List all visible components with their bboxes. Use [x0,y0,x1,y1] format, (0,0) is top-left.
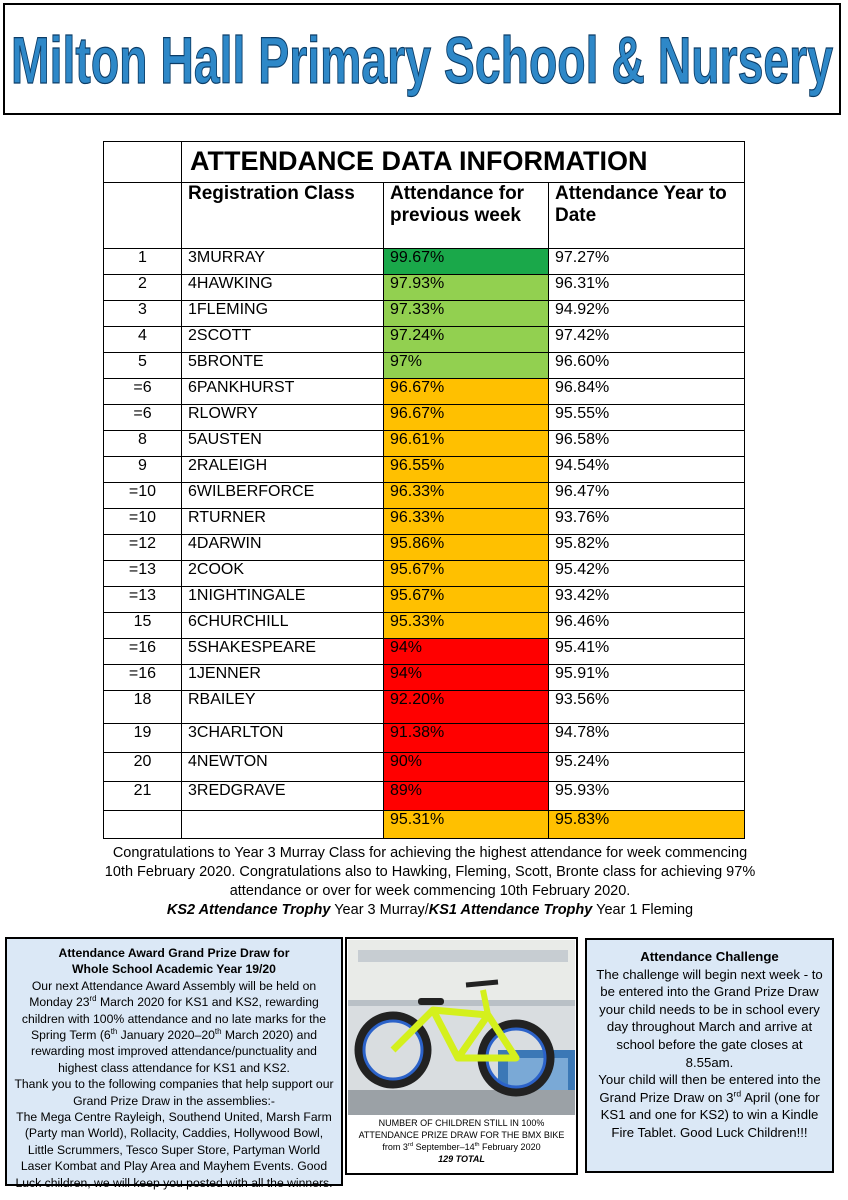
ks2-trophy-value: Year 3 Murray/ [330,902,429,918]
prev-week-cell: 97.93% [384,275,549,301]
ytd-cell: 95.91% [549,665,745,691]
class-name-cell: 5AUSTEN [182,431,384,457]
ytd-cell: 95.93% [549,782,745,811]
class-name-cell: 2RALEIGH [182,457,384,483]
class-name-cell: 6WILBERFORCE [182,483,384,509]
table-row [104,691,745,724]
ytd-cell: 96.47% [549,483,745,509]
grand-prize-paragraph: Our next Attendance Award Assembly will be held on Monday 23rd March 2020 for KS1 and KS2, rewarding children with 100% attendance and no late marks for the Spring Term (6th January 2020–20th March 2020) and rewarding most improved attendance/punctuality and highest class attendance for KS1 and KS2. [21,978,327,1075]
trophy-line [100,901,760,920]
blank-total-cell [182,811,384,839]
table-row [104,665,745,691]
class-name-cell: 3MURRAY [182,249,384,275]
grand-prize-title-1: Attendance Award Grand Prize Draw for [58,946,290,960]
ks1-trophy-label: KS1 Attendance Trophy [428,902,593,918]
position-cell: =6 [104,379,182,405]
class-name-cell: 1FLEMING [182,301,384,327]
position-cell: 3 [104,301,182,327]
prev-week-cell: 96.33% [384,509,549,535]
class-name-cell: 5SHAKESPEARE [182,639,384,665]
class-name-cell: 4DARWIN [182,535,384,561]
ytd-cell: 93.76% [549,509,745,535]
class-name-cell: 3CHARLTON [182,724,384,753]
col-header-ytd: Attendance Year to Date [549,183,745,249]
bike-draw-caption [349,1117,574,1165]
bike-caption-line-2: from 3rd September–14th February 2020 [382,1142,541,1152]
col-header-prev-week: Attendance for previous week [384,183,549,249]
bike-draw-total: 129 TOTAL [438,1154,485,1164]
position-cell: =10 [104,483,182,509]
ks1-trophy-value: Year 1 Fleming [592,902,694,918]
table-row [104,353,745,379]
class-name-cell: RLOWRY [182,405,384,431]
prev-week-cell: 97% [384,353,549,379]
ytd-cell: 94.78% [549,724,745,753]
class-name-cell: 6CHURCHILL [182,613,384,639]
grand-prize-box [5,937,343,1190]
prev-week-cell: 95.86% [384,535,549,561]
position-cell: 8 [104,431,182,457]
ytd-cell: 93.42% [549,587,745,613]
prev-week-cell: 95.67% [384,587,549,613]
congratulations-text [100,844,760,920]
prev-week-cell: 96.55% [384,457,549,483]
blank-header-cell [104,183,182,249]
position-cell: 20 [104,753,182,782]
challenge-text-2: Your child will then be entered into the Grand Prize Draw on 3rd April (one for KS1 and one for KS2) to win a Kindle Fire Tablet. Good Luck Children!!! [598,1072,821,1140]
prev-week-cell: 96.61% [384,431,549,457]
table-row [104,301,745,327]
ytd-cell: 95.24% [549,753,745,782]
table-row [104,431,745,457]
ytd-cell: 93.56% [549,691,745,724]
table-row [104,249,745,275]
table-row [104,457,745,483]
class-name-cell: RTURNER [182,509,384,535]
sponsors-intro: Thank you to the following companies that help support our Grand Prize Draw in the assemblies:- [14,1077,334,1108]
total-prev-week-cell: 95.31% [384,811,549,839]
table-row [104,275,745,301]
table-title: ATTENDANCE DATA INFORMATION [182,142,745,183]
position-cell: =13 [104,561,182,587]
position-cell: 19 [104,724,182,753]
table-row [104,379,745,405]
class-name-cell: 2SCOTT [182,327,384,353]
position-cell: 9 [104,457,182,483]
school-name: Milton Hall Primary School & Nursery [11,23,834,97]
position-cell: 4 [104,327,182,353]
table-row [104,639,745,665]
prev-week-cell: 91.38% [384,724,549,753]
table-row [104,509,745,535]
table-row [104,782,745,811]
class-name-cell: 1NIGHTINGALE [182,587,384,613]
prev-week-cell: 97.24% [384,327,549,353]
bmx-bike-panel [345,937,578,1175]
prev-week-cell: 95.33% [384,613,549,639]
ytd-cell: 95.55% [549,405,745,431]
prev-week-cell: 99.67% [384,249,549,275]
grand-prize-title-2: Whole School Academic Year 19/20 [72,962,276,977]
position-cell: 5 [104,353,182,379]
prev-week-cell: 96.67% [384,405,549,431]
school-header [3,3,841,115]
bmx-bike-photo [348,940,575,1115]
position-cell: =10 [104,509,182,535]
prev-week-cell: 92.20% [384,691,549,724]
class-name-cell: 2COOK [182,561,384,587]
prev-week-cell: 89% [384,782,549,811]
table-row [104,327,745,353]
ks2-trophy-label: KS2 Attendance Trophy [166,902,331,918]
position-cell: =16 [104,665,182,691]
ytd-cell: 94.92% [549,301,745,327]
challenge-title: Attendance Challenge [640,949,779,964]
class-name-cell: 4NEWTON [182,753,384,782]
table-row [104,561,745,587]
congratulations-line: Congratulations to Year 3 Murray Class for achieving the highest attendance for week commencing 10th February 2020. Congratulations also to Hawking, Fleming, Scott, Bronte class for achieving 97% attendance or over for week commencing 10th February 2020. [104,845,756,899]
ytd-cell: 95.82% [549,535,745,561]
position-cell: =12 [104,535,182,561]
prev-week-cell: 96.33% [384,483,549,509]
class-name-cell: 1JENNER [182,665,384,691]
bike-caption-line-1: NUMBER OF CHILDREN STILL IN 100% ATTENDANCE PRIZE DRAW FOR THE BMX BIKE [358,1118,565,1140]
ytd-cell: 95.41% [549,639,745,665]
challenge-text-1: The challenge will begin next week - to be entered into the Grand Prize Draw your child needs to be in school every day throughout March and arrive at school before the gate closes at 8.55am. [596,966,823,1070]
class-name-cell: RBAILEY [182,691,384,724]
prev-week-cell: 95.67% [384,561,549,587]
ytd-cell: 95.42% [549,561,745,587]
table-row [104,535,745,561]
prev-week-cell: 94% [384,639,549,665]
class-name-cell: 4HAWKING [182,275,384,301]
class-name-cell: 6PANKHURST [182,379,384,405]
prev-week-cell: 94% [384,665,549,691]
class-name-cell: 5BRONTE [182,353,384,379]
position-cell: 18 [104,691,182,724]
position-cell: 1 [104,249,182,275]
prev-week-cell: 96.67% [384,379,549,405]
ytd-cell: 94.54% [549,457,745,483]
attendance-table [103,141,745,839]
position-cell: 15 [104,613,182,639]
school-name-banner [5,5,839,113]
prev-week-cell: 90% [384,753,549,782]
blank-corner-cell [104,142,182,183]
ytd-cell: 96.58% [549,431,745,457]
blank-total-cell [104,811,182,839]
ytd-cell: 97.42% [549,327,745,353]
ytd-cell: 96.84% [549,379,745,405]
attendance-challenge-box [585,938,834,1173]
position-cell: 2 [104,275,182,301]
position-cell: =16 [104,639,182,665]
table-total-row [104,811,745,839]
class-name-cell: 3REDGRAVE [182,782,384,811]
position-cell: 21 [104,782,182,811]
sponsors-list: The Mega Centre Rayleigh, Southend United, Marsh Farm (Party man World), Rollacity, Caddies, Hollywood Bowl, Little Scrummers, Tesco Super Store, Partyman World Laser Kombat and Play Area and Mayhem Events. Good Luck children, we will keep you posted with all the winners. [15,1110,333,1190]
ytd-cell: 96.46% [549,613,745,639]
position-cell: =13 [104,587,182,613]
table-row [104,753,745,782]
table-row [104,405,745,431]
total-ytd-cell: 95.83% [549,811,745,839]
ytd-cell: 97.27% [549,249,745,275]
table-row [104,724,745,753]
ytd-cell: 96.31% [549,275,745,301]
prev-week-cell: 97.33% [384,301,549,327]
position-cell: =6 [104,405,182,431]
ytd-cell: 96.60% [549,353,745,379]
table-row [104,587,745,613]
table-row [104,483,745,509]
table-row [104,613,745,639]
col-header-class: Registration Class [182,183,384,249]
